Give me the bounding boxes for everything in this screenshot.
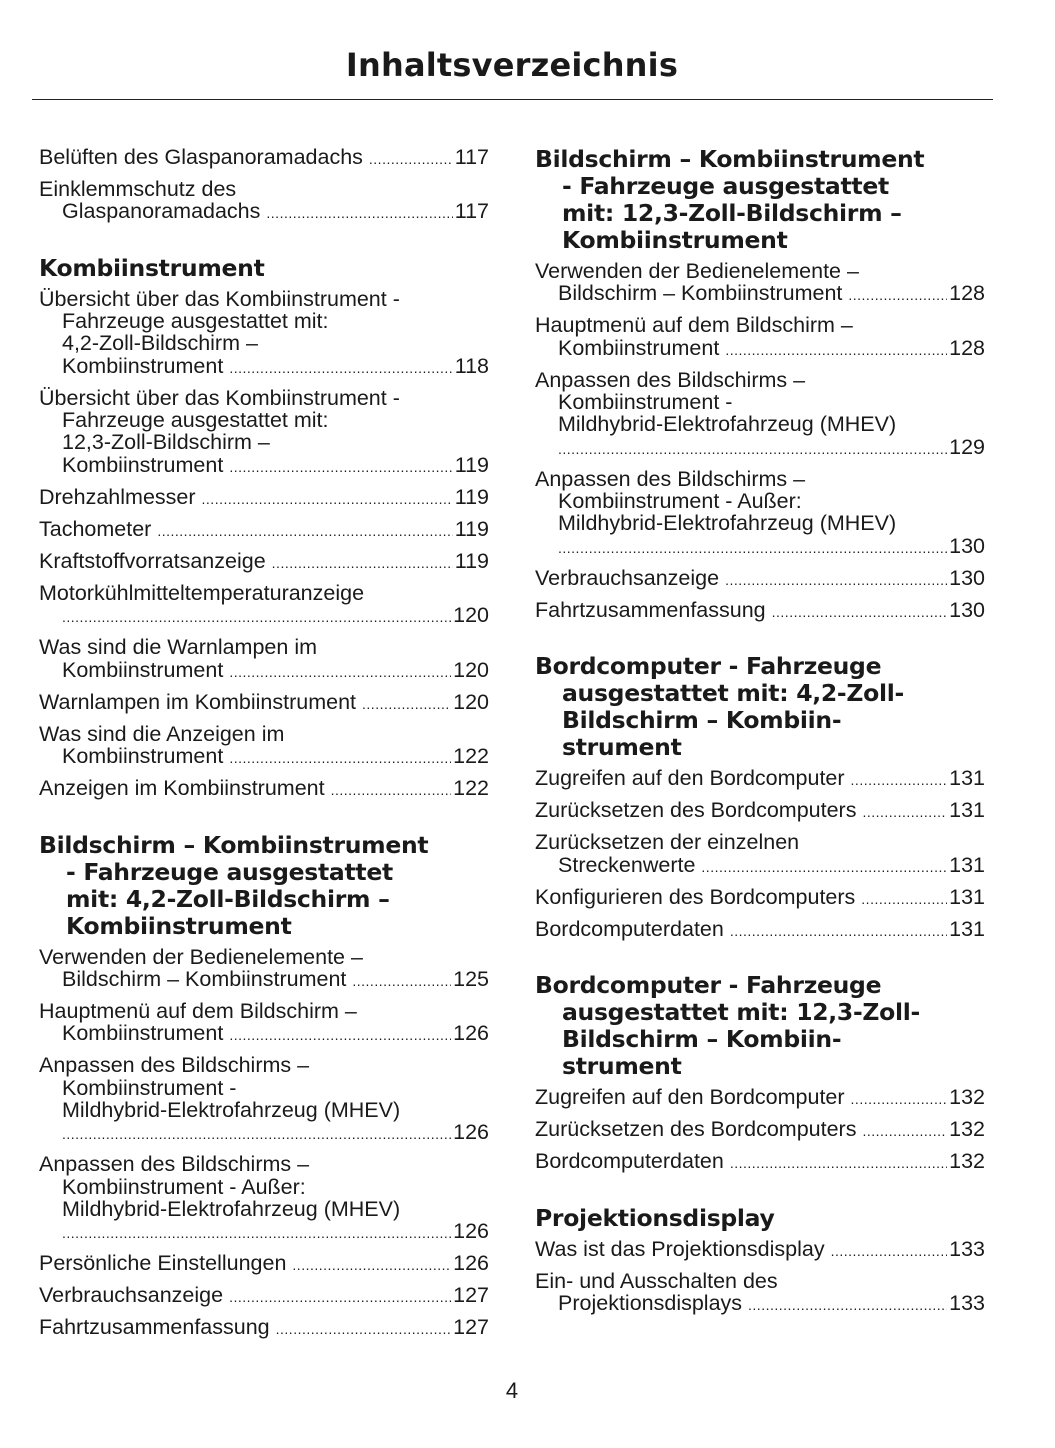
dot-leader: [748, 1294, 947, 1316]
toc-entry-title: Kraftstoffvorratsanzeige: [39, 548, 266, 573]
dot-leader: [62, 1222, 451, 1244]
toc-entry-page: 122: [453, 776, 489, 801]
toc-entry-zugreifen-auf-den-bordcomputer[interactable]: [535, 767, 985, 791]
toc-entry-line: Hauptmenü auf dem Bildschirm –: [535, 313, 853, 338]
toc-entry-page: 132: [949, 1149, 985, 1174]
toc-entry-line: Mildhybrid-Elektrofahrzeug (MHEV): [62, 1196, 401, 1221]
dot-leader: [62, 606, 451, 628]
toc-entry-line: Fahrzeuge ausgestattet mit:: [62, 308, 329, 333]
toc-entry-verwenden-der-bedienelemente[interactable]: [39, 946, 489, 993]
toc-entry-page: 131: [949, 884, 985, 909]
dot-leader: [730, 920, 947, 942]
toc-entry-page: 126: [453, 1021, 489, 1046]
toc-entry-line: Anpassen des Bildschirms –: [535, 367, 806, 392]
toc-column-right: [535, 146, 985, 1324]
toc-entry-leader-line: [39, 1316, 489, 1340]
dot-leader: [851, 769, 948, 791]
toc-entry-leader-line: [535, 535, 985, 559]
toc-entry-verbrauchsanzeige[interactable]: [535, 567, 985, 591]
toc-entry-drehzahlmesser[interactable]: [39, 486, 489, 510]
toc-entry-title: Anzeigen im Kombiinstrument: [39, 776, 325, 801]
dot-leader: [730, 1152, 947, 1174]
toc-entry-title: Warnlampen im Kombiinstrument: [39, 689, 357, 714]
toc-entry-page: 126: [453, 1120, 489, 1145]
toc-entry-line: Mildhybrid-Elektrofahrzeug (MHEV): [62, 1097, 401, 1122]
toc-entry-page: 120: [453, 657, 489, 682]
toc-entry-leader-line: [535, 854, 985, 878]
dot-leader: [229, 747, 451, 769]
toc-entry-uebersicht-ueber-das-kombiinstrument[interactable]: [39, 387, 489, 478]
toc-entry-line: 12,3-Zoll-Bildschirm –: [62, 430, 270, 455]
toc-entry-leader-line: [39, 486, 489, 510]
toc-entry-leader-line: [535, 337, 985, 361]
dot-leader: [229, 661, 451, 683]
toc-entry-leader-line: [535, 918, 985, 942]
toc-entry-page: 120: [453, 603, 489, 628]
toc-entry-page: 128: [949, 281, 985, 306]
toc-column-left: [39, 146, 489, 1349]
toc-entry-motorkuehlmitteltemperaturanzeige[interactable]: [39, 582, 489, 629]
dot-leader: [848, 284, 947, 306]
toc-entry-title: Zugreifen auf den Bordcomputer: [535, 1085, 845, 1110]
toc-entry-page: 130: [949, 565, 985, 590]
toc-entry-title: Streckenwerte: [558, 852, 696, 877]
toc-entry-line: Kombiinstrument - Außer:: [62, 1174, 306, 1199]
toc-entry-line: Motorkühlmitteltemperaturanzeige: [39, 580, 365, 605]
dot-leader: [157, 520, 452, 542]
toc-entry-page: 131: [949, 852, 985, 877]
toc-entry-page: 118: [454, 353, 489, 378]
section-heading: Kombiinstrument: [39, 253, 265, 282]
toc-entry-title: Kombiinstrument: [558, 335, 720, 360]
toc-entry-line: Kombiinstrument -: [558, 390, 733, 415]
toc-entry-leader-line: [39, 604, 489, 628]
toc-entry-page: 119: [454, 516, 489, 541]
dot-leader: [831, 1240, 948, 1262]
toc-entry-page: 129: [949, 434, 985, 459]
dot-leader: [701, 856, 947, 878]
section-heading: Bildschirm – Kombiinstrument - Fahrzeuge ausgestattet mit: 4,2-Zoll-Bildschirm – Kombiinstrument: [39, 830, 429, 940]
toc-entry-fahrtzusammenfassung[interactable]: [39, 1316, 489, 1340]
toc-entry-zugreifen-auf-den-bordcomputer[interactable]: [535, 1086, 985, 1110]
toc-entry-zuruecksetzen-des-bordcomputers[interactable]: [535, 1118, 985, 1142]
toc-entry-page: 127: [453, 1315, 489, 1340]
toc-entry-leader-line: [39, 1252, 489, 1276]
toc-entry-hauptmenue-auf-dem-bildschirm[interactable]: [39, 1000, 489, 1047]
toc-entry-line: Verwenden der Bedienelemente –: [535, 259, 859, 283]
toc-entry-leader-line: [535, 436, 985, 460]
toc-entry-leader-line: [39, 745, 489, 769]
toc-entry-line: Mildhybrid-Elektrofahrzeug (MHEV): [558, 511, 897, 536]
toc-entry-bordcomputerdaten[interactable]: [535, 918, 985, 942]
toc-entry-leader-line: [535, 1150, 985, 1174]
toc-entry-title: Drehzahlmesser: [39, 484, 196, 509]
toc-entry-leader-line: [39, 777, 489, 801]
toc-entry-was-sind-die-warnlampen-im[interactable]: [39, 636, 489, 683]
toc-entry-line: Anpassen des Bildschirms –: [39, 1053, 310, 1078]
toc-entry-leader-line: [535, 282, 985, 306]
toc-entry-verbrauchsanzeige[interactable]: [39, 1284, 489, 1308]
dot-leader: [558, 438, 947, 460]
toc-entry-line: Mildhybrid-Elektrofahrzeug (MHEV): [558, 412, 897, 437]
toc-entry-page: 117: [454, 145, 489, 169]
toc-entry-leader-line: [39, 146, 489, 170]
toc-entry-zuruecksetzen-des-bordcomputers[interactable]: [535, 799, 985, 823]
toc-entry-page: 128: [949, 335, 985, 360]
toc-entry-konfigurieren-des-bordcomputers[interactable]: [535, 886, 985, 910]
toc-entry-line: Anpassen des Bildschirms –: [535, 466, 806, 491]
toc-entry-page: 130: [949, 597, 985, 622]
dot-leader: [276, 1318, 451, 1340]
toc-entry-was-sind-die-anzeigen-im[interactable]: [39, 723, 489, 770]
toc-entry-verwenden-der-bedienelemente[interactable]: [535, 260, 985, 307]
toc-entry-page: 130: [949, 533, 985, 558]
toc-entry-title: Verbrauchsanzeige: [39, 1283, 224, 1308]
toc-entry-title: Kombiinstrument: [62, 1021, 224, 1046]
toc-entry-einklemmschutz-des[interactable]: [39, 178, 489, 225]
toc-entry-tachometer[interactable]: [39, 518, 489, 542]
toc-entry-belueften-des-glaspanoramadachs[interactable]: [39, 146, 489, 170]
toc-entry-title: Konfigurieren des Bordcomputers: [535, 884, 856, 909]
toc-entry-leader-line: [535, 1238, 985, 1262]
toc-entry-page: 119: [454, 452, 489, 477]
page-number: 4: [505, 1378, 519, 1403]
dot-leader: [292, 1254, 451, 1276]
dot-leader: [229, 456, 452, 478]
toc-entry-leader-line: [39, 968, 489, 992]
toc-entry-leader-line: [39, 1022, 489, 1046]
dot-leader: [862, 801, 947, 823]
toc-entry-uebersicht-ueber-das-kombiinstrument[interactable]: [39, 288, 489, 379]
dot-leader: [851, 1088, 948, 1110]
toc-entry-leader-line: [535, 1292, 985, 1316]
dot-leader: [229, 357, 452, 379]
toc-entry-line: 4,2-Zoll-Bildschirm –: [62, 331, 258, 356]
section-heading: Bordcomputer - Fahrzeuge ausgestattet mit: 12,3-Zoll- Bildschirm – Kombiin- strument: [535, 971, 920, 1081]
toc-entry-title: Tachometer: [39, 516, 152, 541]
toc-entry-page: 131: [949, 916, 985, 941]
toc-entry-leader-line: [39, 1284, 489, 1308]
toc-entry-title: Fahrtzusammenfassung: [39, 1315, 270, 1340]
section-heading: Bordcomputer - Fahrzeuge ausgestattet mit: 4,2-Zoll- Bildschirm – Kombiin- strument: [535, 652, 904, 762]
toc-entry-warnlampen-im-kombiinstrument[interactable]: [39, 691, 489, 715]
dot-leader: [772, 601, 947, 623]
toc-entry-title: Projektionsdisplays: [558, 1290, 743, 1315]
toc-entry-title: Kombiinstrument: [62, 353, 224, 378]
toc-entry-title: Fahrtzusammenfassung: [535, 597, 766, 622]
toc-entry-line: Was sind die Warnlampen im: [39, 635, 317, 660]
toc-entry-anpassen-des-bildschirms[interactable]: [39, 1153, 489, 1244]
dot-leader: [369, 148, 453, 170]
toc-entry-leader-line: [39, 659, 489, 683]
toc-entry-anpassen-des-bildschirms[interactable]: [39, 1054, 489, 1145]
toc-entry-leader-line: [535, 567, 985, 591]
toc-entry-zuruecksetzen-der-einzelnen[interactable]: [535, 831, 985, 878]
toc-entry-line: Einklemmschutz des: [39, 177, 237, 202]
toc-entry-line: Ein- und Ausschalten des: [535, 1268, 778, 1293]
dot-leader: [352, 970, 451, 992]
toc-entry-title: Zurücksetzen des Bordcomputers: [535, 1117, 857, 1142]
toc-entry-leader-line: [39, 200, 489, 224]
toc-entry-title: Bildschirm – Kombiinstrument: [558, 281, 843, 306]
toc-entry-page: 133: [949, 1290, 985, 1315]
toc-entry-title: Zurücksetzen des Bordcomputers: [535, 798, 857, 823]
toc-entry-fahrtzusammenfassung[interactable]: [535, 599, 985, 623]
toc-entry-line: Fahrzeuge ausgestattet mit:: [62, 407, 329, 432]
toc-entry-leader-line: [39, 518, 489, 542]
toc-entry-bordcomputerdaten[interactable]: [535, 1150, 985, 1174]
toc-entry-title: Kombiinstrument: [62, 452, 224, 477]
title-divider: [32, 99, 993, 100]
toc-entry-was-ist-das-projektionsdisplay[interactable]: [535, 1238, 985, 1262]
toc-entry-leader-line: [39, 355, 489, 379]
section-heading: Projektionsdisplay: [535, 1203, 775, 1232]
dot-leader: [229, 1286, 451, 1308]
section-heading: Bildschirm – Kombiinstrument - Fahrzeuge ausgestattet mit: 12,3-Zoll-Bildschirm – Kombiinstrument: [535, 145, 925, 254]
toc-entry-page: 119: [454, 548, 489, 573]
toc-entry-leader-line: [535, 767, 985, 791]
toc-entry-page: 132: [949, 1117, 985, 1142]
dot-leader: [725, 569, 947, 591]
toc-entry-leader-line: [535, 886, 985, 910]
toc-entry-title: Was ist das Projektionsdisplay: [535, 1236, 825, 1261]
dot-leader: [362, 693, 451, 715]
toc-entry-title: Belüften des Glaspanoramadachs: [39, 145, 363, 169]
toc-entry-title: Glaspanoramadachs: [62, 199, 261, 224]
toc-entry-leader-line: [535, 799, 985, 823]
toc-entry-page: 131: [949, 766, 985, 791]
dot-leader: [331, 779, 452, 801]
dot-leader: [229, 1024, 451, 1046]
toc-entry-page: 122: [453, 744, 489, 769]
toc-entry-leader-line: [535, 1118, 985, 1142]
toc-entry-leader-line: [39, 550, 489, 574]
toc-entry-title: Verbrauchsanzeige: [535, 565, 720, 590]
toc-entry-line: Übersicht über das Kombiinstrument -: [39, 385, 400, 410]
toc-entry-page: 126: [453, 1219, 489, 1244]
toc-entry-page: 119: [454, 484, 489, 509]
toc-entry-persoenliche-einstellungen[interactable]: [39, 1252, 489, 1276]
toc-entry-title: Zugreifen auf den Bordcomputer: [535, 766, 845, 791]
toc-entry-line: Hauptmenü auf dem Bildschirm –: [39, 998, 357, 1023]
toc-entry-title: Persönliche Einstellungen: [39, 1251, 287, 1276]
toc-entry-page: 132: [949, 1085, 985, 1110]
toc-entry-leader-line: [39, 1121, 489, 1145]
toc-entry-page: 131: [949, 798, 985, 823]
dot-leader: [558, 537, 947, 559]
toc-entry-title: Bordcomputerdaten: [535, 1149, 724, 1174]
toc-entry-page: 126: [453, 1251, 489, 1276]
toc-entry-ein-und-ausschalten-des[interactable]: [535, 1270, 985, 1317]
toc-entry-page: 127: [453, 1283, 489, 1308]
toc-entry-leader-line: [39, 1220, 489, 1244]
toc-entry-line: Kombiinstrument -: [62, 1075, 237, 1100]
dot-leader: [725, 339, 947, 361]
toc-entry-title: Bordcomputerdaten: [535, 916, 724, 941]
toc-entry-leader-line: [39, 691, 489, 715]
dot-leader: [861, 888, 947, 910]
toc-entry-kraftstoffvorratsanzeige[interactable]: [39, 550, 489, 574]
toc-entry-page: 117: [454, 199, 489, 224]
toc-entry-line: Zurücksetzen der einzelnen: [535, 830, 800, 855]
toc-entry-line: Übersicht über das Kombiinstrument -: [39, 286, 400, 311]
toc-entry-page: 125: [453, 966, 489, 991]
toc-entry-line: Anpassen des Bildschirms –: [39, 1152, 310, 1177]
toc-entry-anpassen-des-bildschirms[interactable]: [535, 369, 985, 460]
toc-entry-title: Kombiinstrument: [62, 744, 224, 769]
dot-leader: [266, 202, 452, 224]
toc-entry-anzeigen-im-kombiinstrument[interactable]: [39, 777, 489, 801]
toc-entry-page: 120: [453, 689, 489, 714]
toc-entry-page: 133: [949, 1236, 985, 1261]
dot-leader: [862, 1120, 947, 1142]
toc-entry-hauptmenue-auf-dem-bildschirm[interactable]: [535, 314, 985, 361]
toc-entry-leader-line: [535, 1086, 985, 1110]
dot-leader: [202, 488, 453, 510]
toc-entry-line: Kombiinstrument - Außer:: [558, 489, 802, 514]
toc-entry-leader-line: [535, 599, 985, 623]
toc-entry-line: Was sind die Anzeigen im: [39, 721, 285, 746]
toc-entry-title: Bildschirm – Kombiinstrument: [62, 966, 347, 991]
page-title: Inhaltsverzeichnis: [345, 46, 679, 84]
toc-entry-line: Verwenden der Bedienelemente –: [39, 944, 363, 969]
toc-entry-leader-line: [39, 454, 489, 478]
dot-leader: [62, 1123, 451, 1145]
dot-leader: [272, 552, 453, 574]
toc-entry-anpassen-des-bildschirms[interactable]: [535, 468, 985, 559]
toc-entry-title: Kombiinstrument: [62, 657, 224, 682]
